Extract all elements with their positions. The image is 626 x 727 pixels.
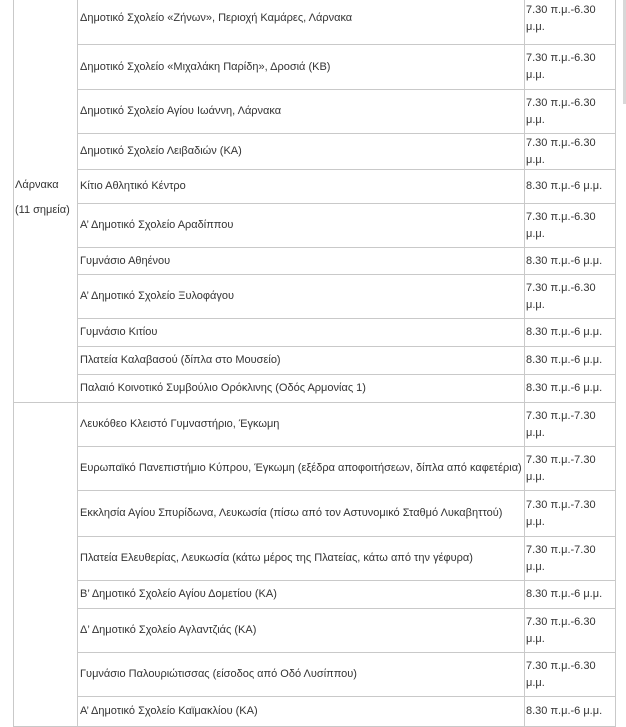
location-cell: Γυμνάσιο Παλουριώτισσας (είσοδος από Οδό Λυσίππου) bbox=[78, 653, 525, 697]
location-cell: Β’ Δημοτικό Σχολείο Αγίου Δομετίου (ΚΑ) bbox=[78, 581, 525, 609]
region-count: (11 σημεία) bbox=[15, 203, 70, 216]
hours-line-2: μ.μ. bbox=[526, 153, 545, 166]
table-row bbox=[14, 697, 616, 727]
hours-cell bbox=[525, 653, 616, 697]
location-cell: Δημοτικό Σχολείο Αγίου Ιωάννη, Λάρνακα bbox=[78, 90, 525, 134]
hours-line-1: 7.30 π.μ.-7.30 bbox=[526, 498, 596, 511]
hours-cell bbox=[525, 537, 616, 581]
location-cell: Δ’ Δημοτικό Σχολείο Αγλαντζιάς (ΚΑ) bbox=[78, 609, 525, 653]
hours-cell bbox=[525, 170, 616, 204]
table-row bbox=[14, 581, 616, 609]
hours-line-1: 8.30 π.μ.-6 μ.μ. bbox=[526, 354, 603, 366]
hours-line-1: 7.30 π.μ.-6.30 bbox=[526, 52, 596, 64]
table-row bbox=[14, 653, 616, 697]
hours-line-2: μ.μ. bbox=[526, 298, 545, 311]
location-cell: Λευκόθεο Κλειστό Γυμναστήριο, Έγκωμη bbox=[78, 403, 525, 447]
hours-line-1: 8.30 π.μ.-6 μ.μ. bbox=[526, 382, 603, 394]
location-cell: Α’ Δημοτικό Σχολείο Ξυλοφάγου bbox=[78, 275, 525, 319]
locations-table bbox=[13, 0, 616, 727]
hours-cell bbox=[525, 204, 616, 248]
location-cell: Γυμνάσιο Αθηένου bbox=[78, 248, 525, 275]
table-row bbox=[14, 204, 616, 248]
hours-line-2: μ.μ. bbox=[526, 426, 545, 439]
region-name: Λάρνακα bbox=[15, 178, 59, 191]
location-cell: Παλαιό Κοινοτικό Συμβούλιο Ορόκλινης (Οδός Αρμονίας 1) bbox=[78, 375, 525, 403]
hours-line-2: μ.μ. bbox=[526, 632, 545, 645]
hours-line-1: 7.30 π.μ.-7.30 bbox=[526, 409, 596, 422]
hours-line-1: 7.30 π.μ.-6.30 bbox=[526, 615, 596, 628]
table-row bbox=[14, 375, 616, 403]
table-row bbox=[14, 447, 616, 491]
hours-line-2: μ.μ. bbox=[526, 69, 545, 81]
table-row bbox=[14, 90, 616, 134]
hours-cell bbox=[525, 0, 616, 45]
hours-line-1: 7.30 π.μ.-6.30 bbox=[526, 3, 596, 16]
hours-line-2: μ.μ. bbox=[526, 20, 545, 33]
table-row bbox=[14, 45, 616, 90]
table-row bbox=[14, 275, 616, 319]
hours-line-1: 7.30 π.μ.-6.30 bbox=[526, 210, 596, 223]
table-row bbox=[14, 491, 616, 537]
location-cell: Δημοτικό Σχολείο «Ζήνων», Περιοχή Καμάρες, Λάρνακα bbox=[78, 0, 525, 45]
hours-line-1: 7.30 π.μ.-6.30 bbox=[526, 659, 596, 672]
location-cell: Κίτιο Αθλητικό Κέντρο bbox=[78, 170, 525, 204]
table-row bbox=[14, 0, 616, 45]
hours-line-1: 8.30 π.μ.-6 μ.μ. bbox=[526, 180, 603, 192]
hours-line-1: 7.30 π.μ.-6.30 bbox=[526, 136, 596, 149]
location-cell: Πλατεία Ελευθερίας, Λευκωσία (κάτω μέρος της Πλατείας, κάτω από την γέφυρα) bbox=[78, 537, 525, 581]
hours-line-2: μ.μ. bbox=[526, 515, 545, 528]
table-row bbox=[14, 609, 616, 653]
location-cell: Δημοτικό Σχολείο Λειβαδιών (ΚΑ) bbox=[78, 134, 525, 170]
hours-line-2: μ.μ. bbox=[526, 676, 545, 689]
hours-cell bbox=[525, 375, 616, 403]
hours-line-1: 8.30 π.μ.-6 μ.μ. bbox=[526, 705, 603, 717]
hours-line-1: 8.30 π.μ.-6 μ.μ. bbox=[526, 326, 603, 338]
hours-cell bbox=[525, 609, 616, 653]
hours-cell bbox=[525, 90, 616, 134]
location-cell: Ευρωπαϊκό Πανεπιστήμιο Κύπρου, Έγκωμη (εξέδρα αποφοιτήσεων, δίπλα από καφετέρια) bbox=[78, 447, 525, 491]
region-cell bbox=[14, 403, 78, 727]
table-row bbox=[14, 347, 616, 375]
hours-line-2: μ.μ. bbox=[526, 470, 545, 483]
hours-cell bbox=[525, 581, 616, 609]
table-row bbox=[14, 248, 616, 275]
location-cell: Α’ Δημοτικό Σχολείο Αραδίππου bbox=[78, 204, 525, 248]
hours-line-1: 8.30 π.μ.-6 μ.μ. bbox=[526, 588, 603, 600]
hours-line-2: μ.μ. bbox=[526, 227, 545, 240]
table-row bbox=[14, 134, 616, 170]
table-row bbox=[14, 403, 616, 447]
hours-cell bbox=[525, 491, 616, 537]
location-cell: Γυμνάσιο Κιτίου bbox=[78, 319, 525, 347]
hours-line-2: μ.μ. bbox=[526, 560, 545, 573]
hours-cell bbox=[525, 447, 616, 491]
hours-cell bbox=[525, 403, 616, 447]
hours-line-1: 7.30 π.μ.-7.30 bbox=[526, 453, 596, 466]
hours-cell bbox=[525, 134, 616, 170]
table-row bbox=[14, 170, 616, 204]
hours-line-1: 8.30 π.μ.-6 μ.μ. bbox=[526, 254, 603, 267]
table-row bbox=[14, 537, 616, 581]
locations-table-body bbox=[14, 0, 616, 727]
location-cell: Α’ Δημοτικό Σχολείο Καϊμακλίου (ΚΑ) bbox=[78, 697, 525, 727]
hours-cell bbox=[525, 45, 616, 90]
region-cell bbox=[14, 0, 78, 403]
hours-line-1: 7.30 π.μ.-6.30 bbox=[526, 281, 596, 294]
location-cell: Πλατεία Καλαβασού (δίπλα στο Μουσείο) bbox=[78, 347, 525, 375]
hours-cell bbox=[525, 697, 616, 727]
hours-line-1: 7.30 π.μ.-6.30 bbox=[526, 96, 596, 109]
location-cell: Δημοτικό Σχολείο «Μιχαλάκη Παρίδη», Δροσιά (ΚΒ) bbox=[78, 45, 525, 90]
hours-cell bbox=[525, 275, 616, 319]
hours-cell bbox=[525, 319, 616, 347]
hours-cell bbox=[525, 347, 616, 375]
hours-line-2: μ.μ. bbox=[526, 113, 545, 126]
hours-cell bbox=[525, 248, 616, 275]
hours-line-1: 7.30 π.μ.-7.30 bbox=[526, 543, 596, 556]
location-cell: Εκκλησία Αγίου Σπυρίδωνα, Λευκωσία (πίσω από τον Αστυνομικό Σταθμό Λυκαβηττού) bbox=[78, 491, 525, 537]
table-row bbox=[14, 319, 616, 347]
